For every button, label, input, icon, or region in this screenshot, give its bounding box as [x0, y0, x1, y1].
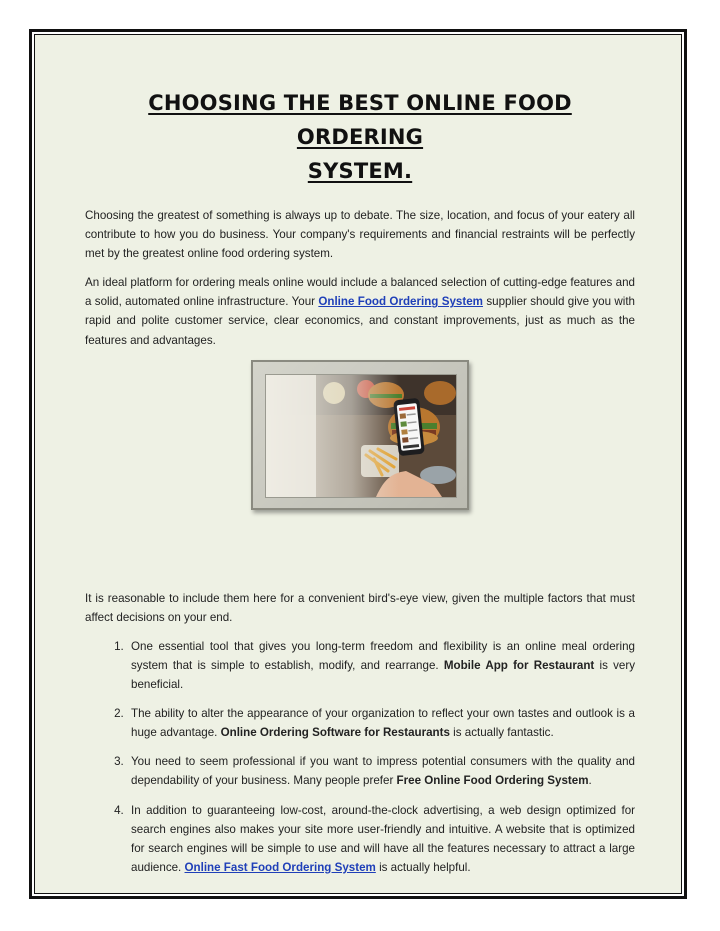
title-line-1: CHOOSING THE BEST ONLINE FOOD ORDERING — [148, 91, 572, 149]
ordering-software-bold: Online Ordering Software for Restaurants — [220, 726, 450, 740]
factors-paragraph: It is reasonable to include them here for a convenient bird's-eye view, given the multiple factors that must affect decisions on your end. — [85, 591, 635, 624]
platform-text-before: An ideal platform for ordering meals online would include a balanced selection of cutting-edge features and a solid, automated online infrastructure. Your — [85, 276, 635, 309]
food-app-illustration-icon — [266, 375, 456, 497]
title-line-2: SYSTEM. — [307, 159, 413, 183]
free-ordering-system-bold: Free Online Food Ordering System — [396, 774, 589, 788]
platform-text-after: supplier should give you with rapid and polite customer service, clear economics, and constant improvements, just as much as the features and advantages. — [85, 295, 636, 347]
list-item: 1. One essential tool that gives you long-term freedom and flexibility is an online meal ordering system that is simple to establish, modify, and rearrange. Mobile App for Restaurant is very beneficial. — [127, 637, 635, 694]
factors-list — [85, 637, 635, 877]
list-item: 3. You need to seem professional if you want to impress potential consumers with the quality and dependability of your business. Many people prefer Free Online Food Ordering System. — [127, 752, 635, 790]
intro-paragraph: Choosing the greatest of something is always up to debate. The size, location, and focus of your eatery all contribute to how you do business. Your company's requirements and financial restraints will be perfectly met by the greatest online food ordering system. — [85, 209, 635, 261]
mobile-app-bold: Mobile App for Restaurant — [443, 658, 595, 672]
figure — [85, 360, 635, 565]
list-item: 4. In addition to guaranteeing low-cost, around-the-clock advertising, a web design optimized for search engines also makes your site more user-friendly and intuitive. A website that is optimized for search engines will be simple to use and will have all the features necessary to attract a large audience. Online Fast Food Ordering System is actually helpful. — [127, 801, 635, 877]
list-item: 2. The ability to alter the appearance of your organization to reflect your own tastes and outlook is a huge advantage. Online Ordering Software for Restaurants is actually fantastic. — [127, 704, 635, 742]
page-title — [85, 86, 635, 188]
online-fast-food-ordering-system-link[interactable]: Online Fast Food Ordering System — [184, 860, 376, 874]
picture-frame — [251, 360, 469, 510]
document-body — [85, 86, 635, 887]
platform-paragraph — [85, 273, 635, 349]
online-food-ordering-system-link[interactable]: Online Food Ordering System — [318, 295, 483, 309]
food-ordering-app-photo — [265, 374, 457, 498]
